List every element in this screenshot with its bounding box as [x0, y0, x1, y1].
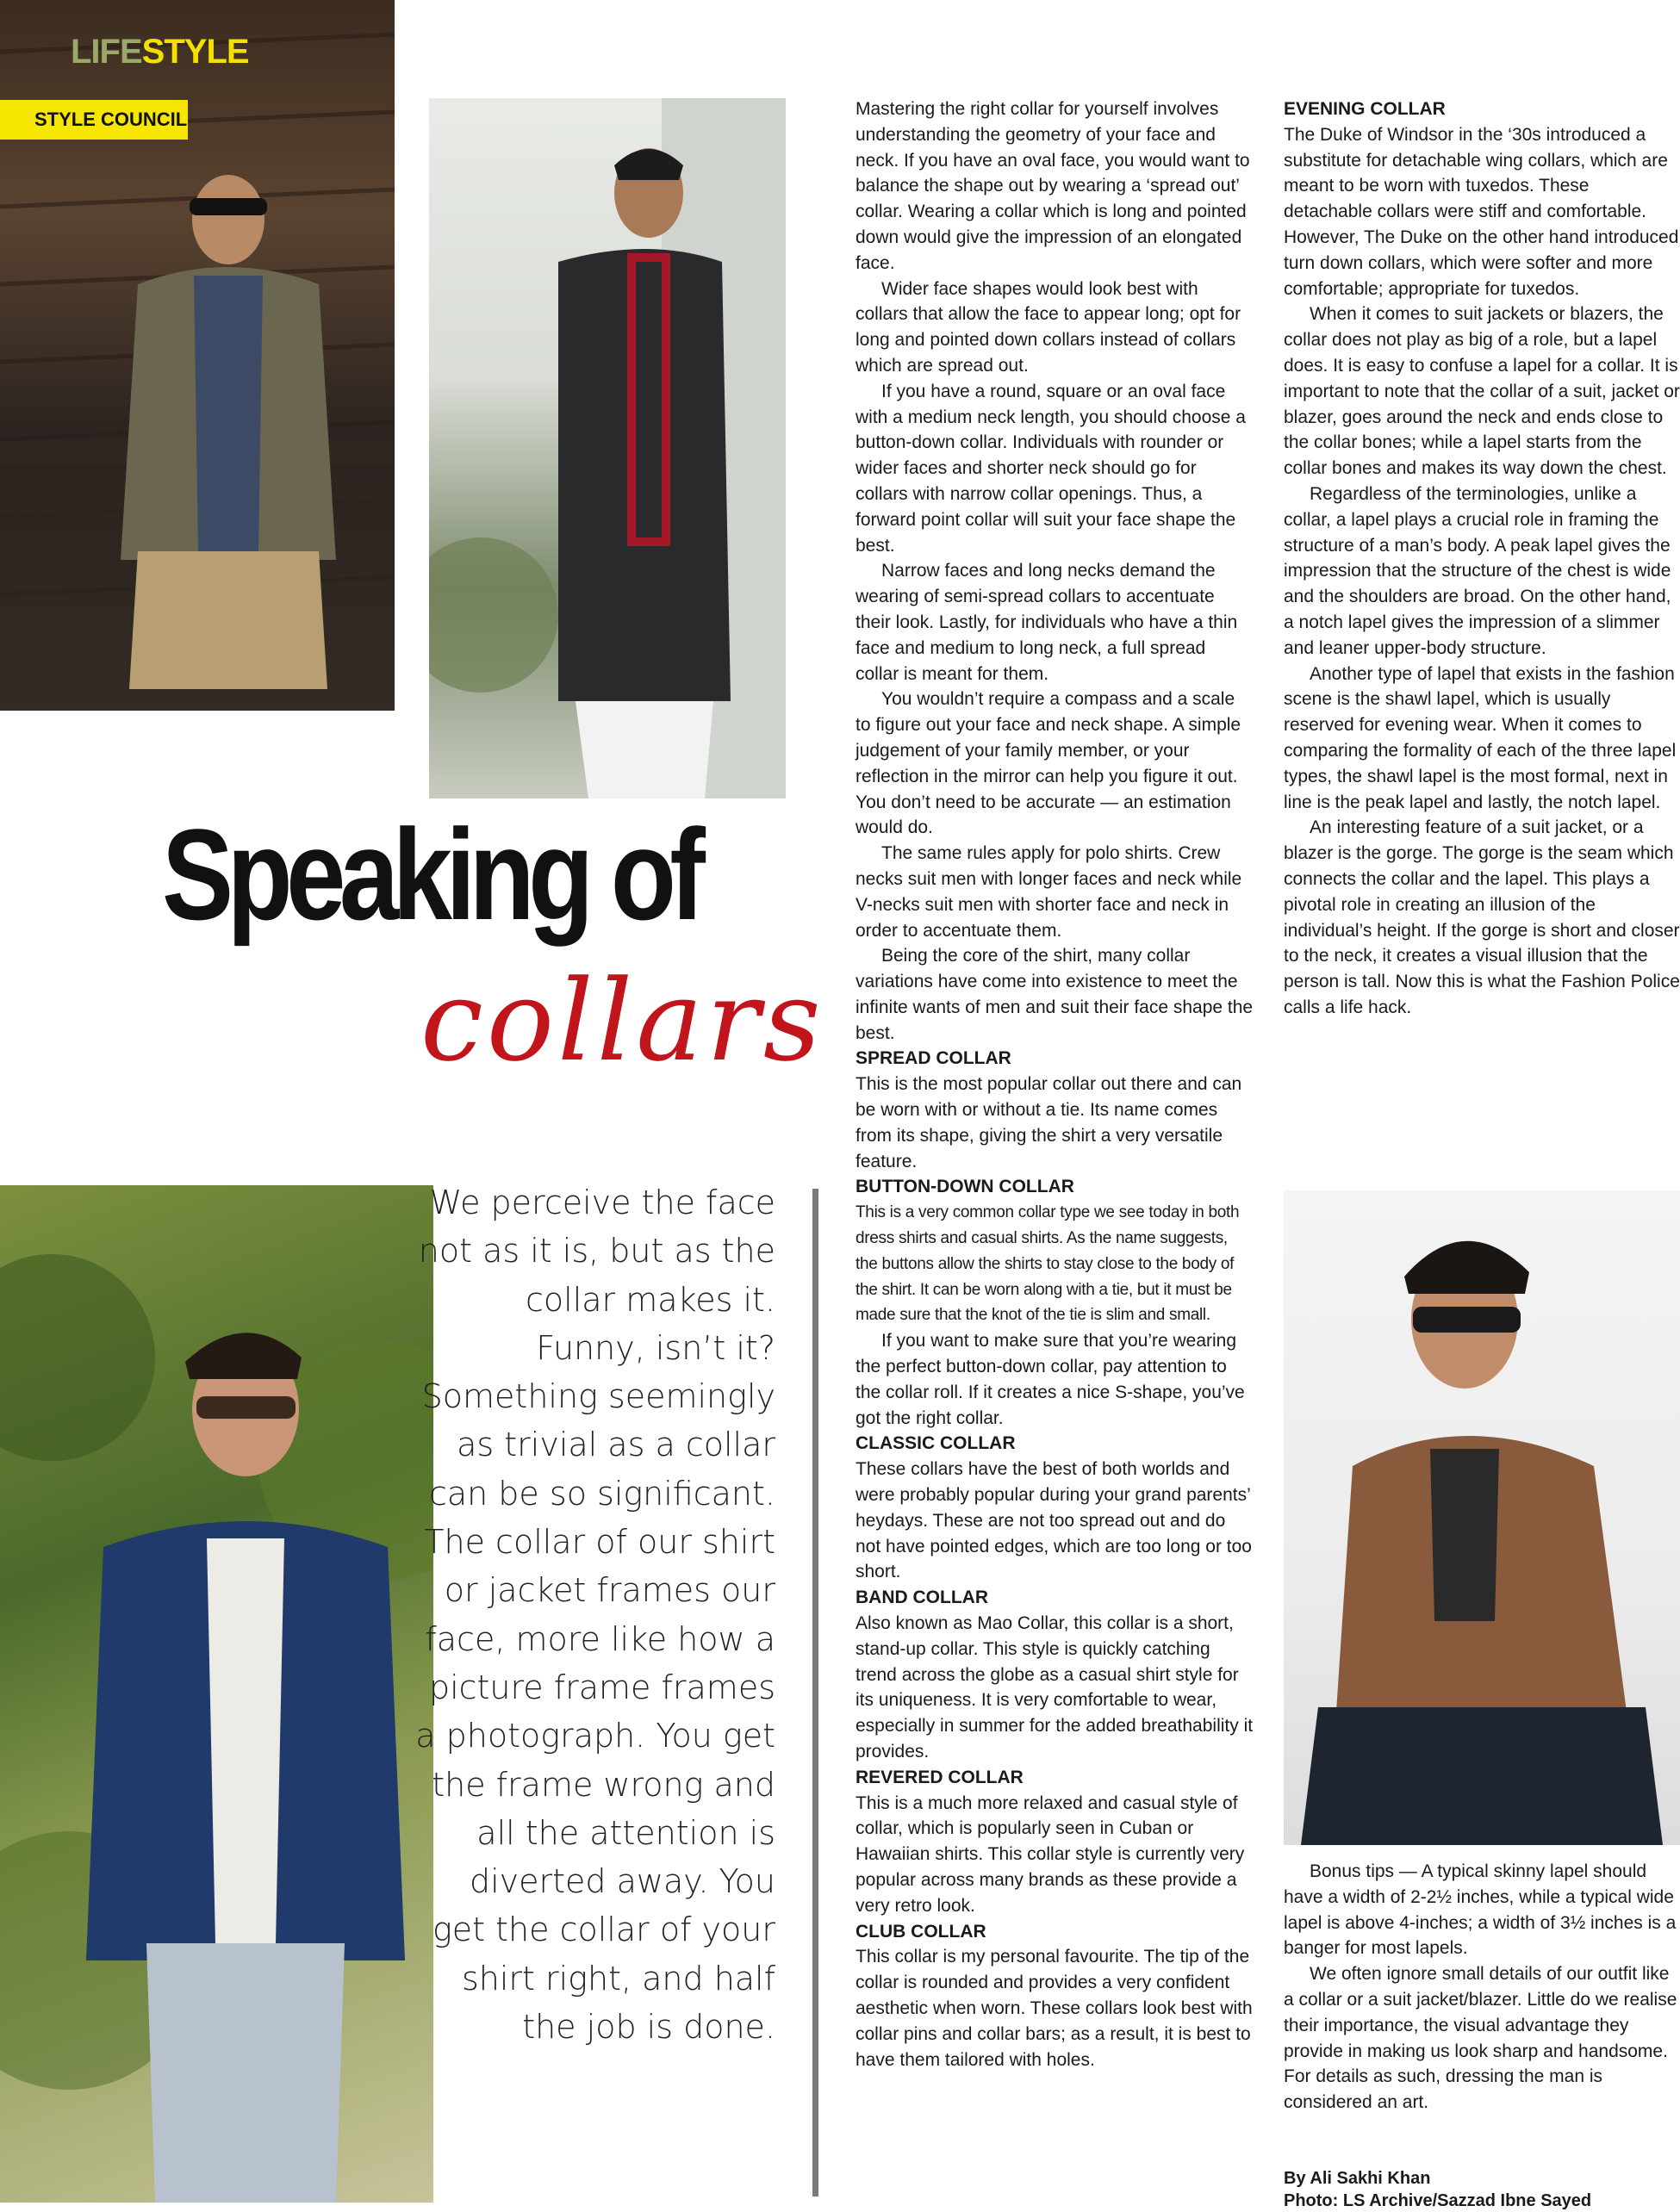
- quote-divider: [812, 1189, 818, 2196]
- paragraph: If you want to make sure that you’re wearing the perfect button-down collar, pay attention to the collar roll. If it creates a nice S-shape, you’ve got the right collar.: [856, 1331, 1245, 1428]
- paragraph: An interesting feature of a suit jacket, or a blazer is the gorge. The gorge is the seam which connects the collar and the lapel. This plays a pivotal role in creating an illusion of the individual’s height. If the gorge is short and closer to the neck, it creates a visual illusion that the person is tall. Now this is what the Fashion Police calls a life hack.: [1284, 817, 1680, 1017]
- paragraph: Narrow faces and long necks demand the wearing of semi-spread collars to accentuate their look. Lastly, for individuals who have a thin face and medium to long neck, a full spread collar is meant for them.: [856, 561, 1238, 684]
- brand-life: LIFE: [71, 33, 142, 71]
- photo-man-blue-jacket: [0, 1185, 433, 2203]
- paragraph: Also known as Mao Collar, this collar is a short, stand-up collar. This style is quickly catching trend across the globe as a casual shirt style for its uniqueness. It is very comfortable to wear, especially in summer for the added breathability it provides.: [856, 1613, 1254, 1762]
- pull-quote: We perceive the face not as it is, but as the collar makes it. Funny, isn’t it? Something seemingly as trivial as a collar can be so significant. The collar of our shirt or jacket frames our face, more like how a picture frame frames a photograph. You get the frame wrong and all the attention is diverted away. You get the collar of your shirt right, and half the job is done.: [415, 1184, 775, 2047]
- brand-style: STYLE: [141, 33, 249, 71]
- paragraph: This is a very common collar type we see today in both dress shirts and casual shirts. As the name suggests, the buttons allow the shirts to stay close to the body of the shirt. It can be worn along with a tie, but it must be made sure that the knot of the tie is slim and small.: [856, 1203, 1240, 1325]
- photo-man-blue-jacket-illustration: [0, 1185, 433, 2203]
- subheading-revered-collar: REVERED COLLAR: [856, 1767, 1024, 1787]
- paragraph: Being the core of the shirt, many collar variations have come into existence to meet the infinite wants of men and suit their face shape the best.: [856, 946, 1254, 1043]
- article-column-3-continued: [1284, 1859, 1680, 2116]
- subheading-classic-collar: CLASSIC COLLAR: [856, 1433, 1016, 1454]
- photo-man-leather-jacket-illustration: [1284, 1190, 1680, 1845]
- subheading-band-collar: BAND COLLAR: [856, 1588, 988, 1608]
- paragraph: This collar is my personal favourite. The tip of the collar is rounded and provides a very confident aesthetic when worn. These collars look best with collar pins and collar bars; as a result, it is best to have them tailored with holes.: [856, 1947, 1253, 2070]
- subheading-button-down-collar: BUTTON-DOWN COLLAR: [856, 1177, 1074, 1197]
- paragraph: This is the most popular collar out there and can be worn with or without a tie. Its name comes from its shape, giving the shirt a very versatile feature.: [856, 1074, 1242, 1171]
- subheading-spread-collar: SPREAD COLLAR: [856, 1048, 1011, 1069]
- byline: [1284, 2167, 1680, 2212]
- headline-script: collars: [420, 955, 824, 1086]
- paragraph: If you have a round, square or an oval face with a medium neck length, you should choose a button-down collar. Individuals with rounder or wider faces and shorter neck should go for collars with narrow collar openings. Thus, a forward point collar will suit your face shape the best.: [856, 381, 1246, 556]
- paragraph: Wider face shapes would look best with collars that allow the face to appear long; opt for long and pointed down collars instead of collars which are spread out.: [856, 278, 1241, 376]
- paragraph: When it comes to suit jackets or blazers, the collar does not play as big of a role, but a lapel does. It is easy to confuse a lapel for a collar. It is important to note that the collar of a suit, jacket or blazer, goes around the neck and ends close to the collar bones; while a lapel starts from the collar bones and makes its way down the chest.: [1284, 304, 1680, 479]
- paragraph: Regardless of the terminologies, unlike a collar, a lapel plays a crucial role in framing the structure of a man’s body. A peak lapel gives the impression that the structure of the chest is wide and the shoulders are broad. On the other hand, a notch lapel gives the impression of a slimmer and leaner upper-body structure.: [1284, 483, 1671, 658]
- subheading-club-collar: CLUB COLLAR: [856, 1921, 986, 1942]
- section-tag: STYLE COUNCIL: [0, 100, 188, 140]
- subheading-evening-collar: EVENING COLLAR: [1284, 99, 1446, 119]
- article-column-3: [1284, 96, 1680, 1021]
- paragraph: The same rules apply for polo shirts. Crew necks suit men with longer faces and neck while V-necks suit men with shorter face and neck in order to accentuate them.: [856, 843, 1242, 941]
- paragraph: We often ignore small details of our outfit like a collar or a suit jacket/blazer. Little do we realise their importance, the visual advantage they provide in making us look sharp and handsome. For details as such, dressing the man is considered an art.: [1284, 1964, 1677, 2113]
- photo-man-leather-jacket: [1284, 1190, 1680, 1845]
- brand-logo: [71, 34, 249, 69]
- headline: Speaking of: [162, 802, 700, 947]
- photo-man-kurta-illustration: [429, 98, 786, 798]
- paragraph: Another type of lapel that exists in the fashion scene is the shawl lapel, which is usually reserved for evening wear. When it comes to comparing the formality of each of the three lapel types, the shawl lapel is the most formal, next in line is the peak lapel and lastly, the notch lapel.: [1284, 663, 1677, 812]
- paragraph: You wouldn’t require a compass and a scale to figure out your face and neck shape. A simple judgement of your family member, or your reflection in the mirror can help you figure it out. You don’t need to be accurate — an estimation would do.: [856, 689, 1241, 838]
- article-column-2: [856, 96, 1254, 2072]
- photo-credit: Photo: LS Archive/Sazzad Ibne Sayed: [1284, 2191, 1592, 2210]
- paragraph: Mastering the right collar for yourself involves understanding the geometry of your face and neck. If you have an oval face, you would want to balance the shape out by wearing a ‘spread out’ collar. Wearing a collar which is long and pointed down would give the impression of an elongated face.: [856, 99, 1250, 273]
- photo-man-kurta: [429, 98, 786, 798]
- paragraph: These collars have the best of both worlds and were probably popular during your grand parents’ heydays. These are not too spread out and do not have pointed edges, which are too long or too short.: [856, 1459, 1252, 1582]
- paragraph: The Duke of Windsor in the ‘30s introduced a substitute for detachable wing collars, which are meant to be worn with tuxedos. These detachable collars were stiff and comfortable. However, The Duke on the other hand introduced turn down collars, which were softer and more comfortable; appropriate for tuxedos.: [1284, 124, 1679, 299]
- paragraph: Bonus tips — A typical skinny lapel should have a width of 2-2½ inches, while a typical wide lapel is above 4-inches; a width of 3½ inches is a banger for most lapels.: [1284, 1861, 1677, 1959]
- paragraph: This is a much more relaxed and casual style of collar, which is popularly seen in Cuban or Hawaiian shirts. This collar style is currently very popular across many brands as these provide a very retro look.: [856, 1793, 1245, 1916]
- author-credit: By Ali Sakhi Khan: [1284, 2169, 1431, 2188]
